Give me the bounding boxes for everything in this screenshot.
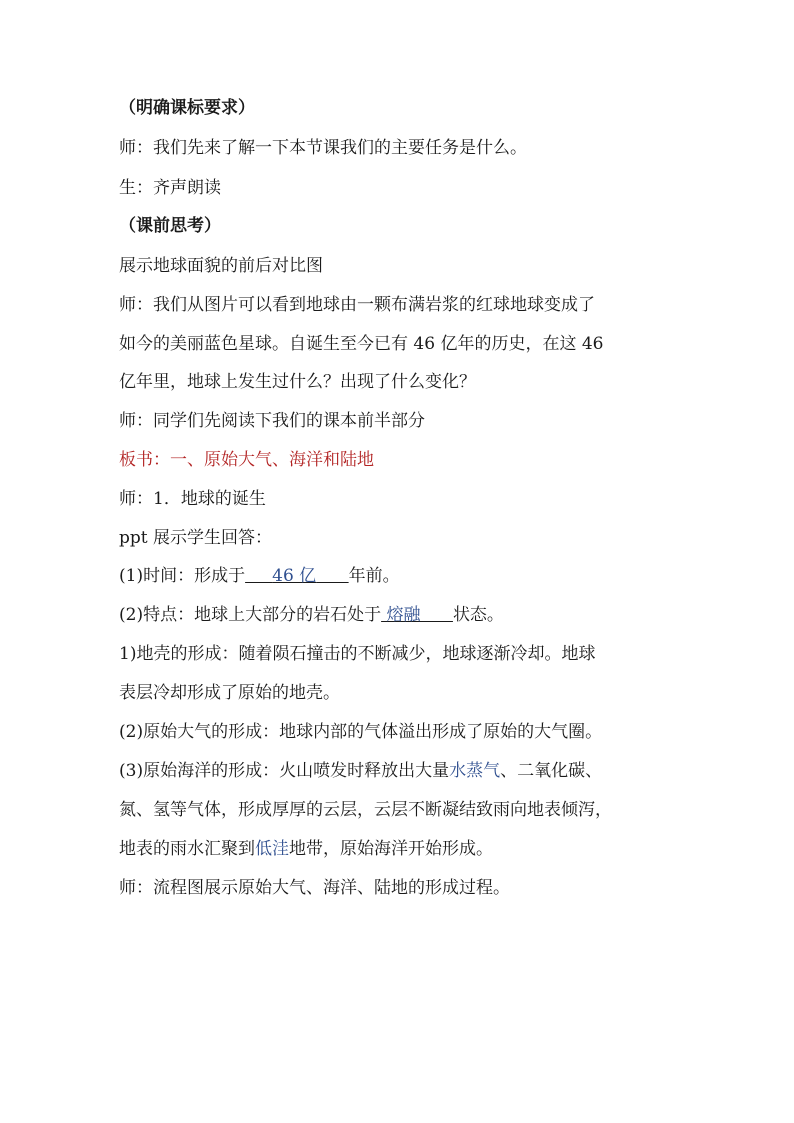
teacher-line: 师：流程图展示原始大气、海洋、陆地的形成过程。 [119,878,510,898]
text-line-lowland [119,837,709,861]
answer-value: 熔融 [386,605,421,625]
text-line: 氮、氢等气体，形成厚厚的云层，云层不断凝结致雨向地表倾泻， [119,800,612,820]
answer-line-time [119,564,709,588]
text-line: 表层冷却形成了原始的地壳。 [119,683,340,703]
answer-blank [381,605,453,625]
section-heading-curriculum: （明确课标要求） [119,98,255,118]
answer-tail: 状态。 [452,605,504,625]
text-line: 1)地壳的形成：随着陨石撞击的不断减少，地球逐渐冷却。地球 [119,644,596,664]
text-line: ppt 展示学生回答： [119,528,272,548]
student-line: 生：齐声朗读 [119,178,221,198]
section-heading-preclass: （课前思考） [119,216,221,236]
answer-line-feature [119,603,709,627]
text-segment: 地带，原始海洋开始形成。 [289,839,493,859]
highlight-term: 低洼 [255,839,289,859]
highlight-term: 水蒸气 [449,761,501,781]
text-line-ocean [119,759,709,783]
teacher-line: 师：我们先来了解一下本节课我们的主要任务是什么。 [119,138,527,158]
text-line: 展示地球面貌的前后对比图 [119,256,323,276]
teacher-line: 师：我们从图片可以看到地球由一颗布满岩浆的红球地球变成了 [119,295,595,315]
text-line: (2)原始大气的形成：地球内部的气体溢出形成了原始的大气圈。 [119,722,603,742]
board-heading: 板书：一、原始大气、海洋和陆地 [119,450,374,470]
answer-label: (1)时间：形成于 [119,566,246,586]
text-line: 如今的美丽蓝色星球。自诞生至今已有 46 亿年的历史，在这 46 [119,334,604,354]
teacher-line: 师：1．地球的诞生 [119,489,266,509]
teacher-line: 师：同学们先阅读下我们的课本前半部分 [119,411,425,431]
text-segment: (3)原始海洋的形成：火山喷发时释放出大量 [119,761,450,781]
text-segment: 地表的雨水汇聚到 [119,839,255,859]
answer-label: (2)特点：地球上大部分的岩石处于 [119,605,382,625]
text-line: 亿年里，地球上发生过什么？出现了什么变化？ [119,372,476,392]
answer-blank [245,566,349,586]
answer-value: 46 亿 [272,566,317,586]
text-segment: 、二氧化碳、 [500,761,603,781]
answer-tail: 年前。 [348,566,400,586]
